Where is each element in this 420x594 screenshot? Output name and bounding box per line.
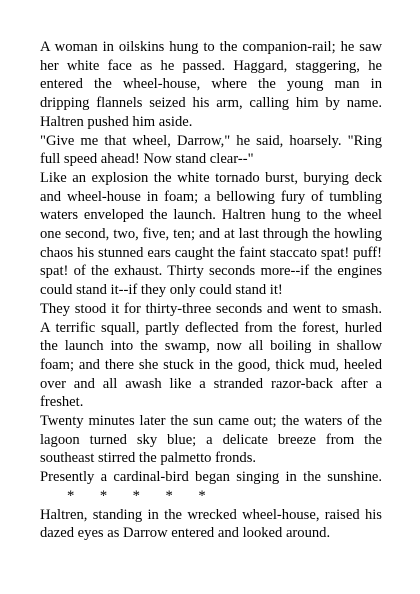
page-text [40, 38, 382, 543]
paragraph-went-to-smash: They stood it for thirty-three seconds and went to smash. A terrific squall, partly deflected from the forest, hurled the launch into the swamp, now all boiling in shallow foam; and there she stuck in the good, thick mud, heeled over and all awash like a stranded razor-back after a freshet. [40, 300, 382, 411]
paragraph-sun-came-out: Twenty minutes later the sun came out; the waters of the lagoon turned sky blue; a delicate breeze from the southeast stirred the palmetto fronds. [40, 413, 382, 467]
paragraph-tornado-burst: Like an explosion the white tornado burst, burying deck and wheel-house in foam; a bellowing fury of tumbling waters enveloped the launch. Haltren hung to the wheel one second, two, five, ten; and at last through the howling chaos his stunned ears caught the faint staccato spat! puff! spat! of the exhaust. Thirty seconds more--if the engines could stand it--if they only could stand it! [40, 169, 382, 299]
paragraph-give-me-that-wheel: "Give me that wheel, Darrow," he said, hoarsely. "Ring full speed ahead! Now stand clear--" [40, 132, 382, 168]
paragraph-wrecked-wheel-house: Haltren, standing in the wrecked wheel-house, raised his dazed eyes as Darrow entered and looked around. [40, 506, 382, 542]
paragraph-oilskins: A woman in oilskins hung to the companion-rail; he saw her white face as he passed. Haggard, staggering, he entered the wheel-house, where the young man in dripping flannels seized his arm, calling him by name. Haltren pushed him aside. [40, 39, 382, 130]
paragraph-cardinal-bird: Presently a cardinal-bird began singing in the sunshine. [40, 469, 382, 486]
section-break-asterisks: * * * * * [67, 487, 206, 504]
